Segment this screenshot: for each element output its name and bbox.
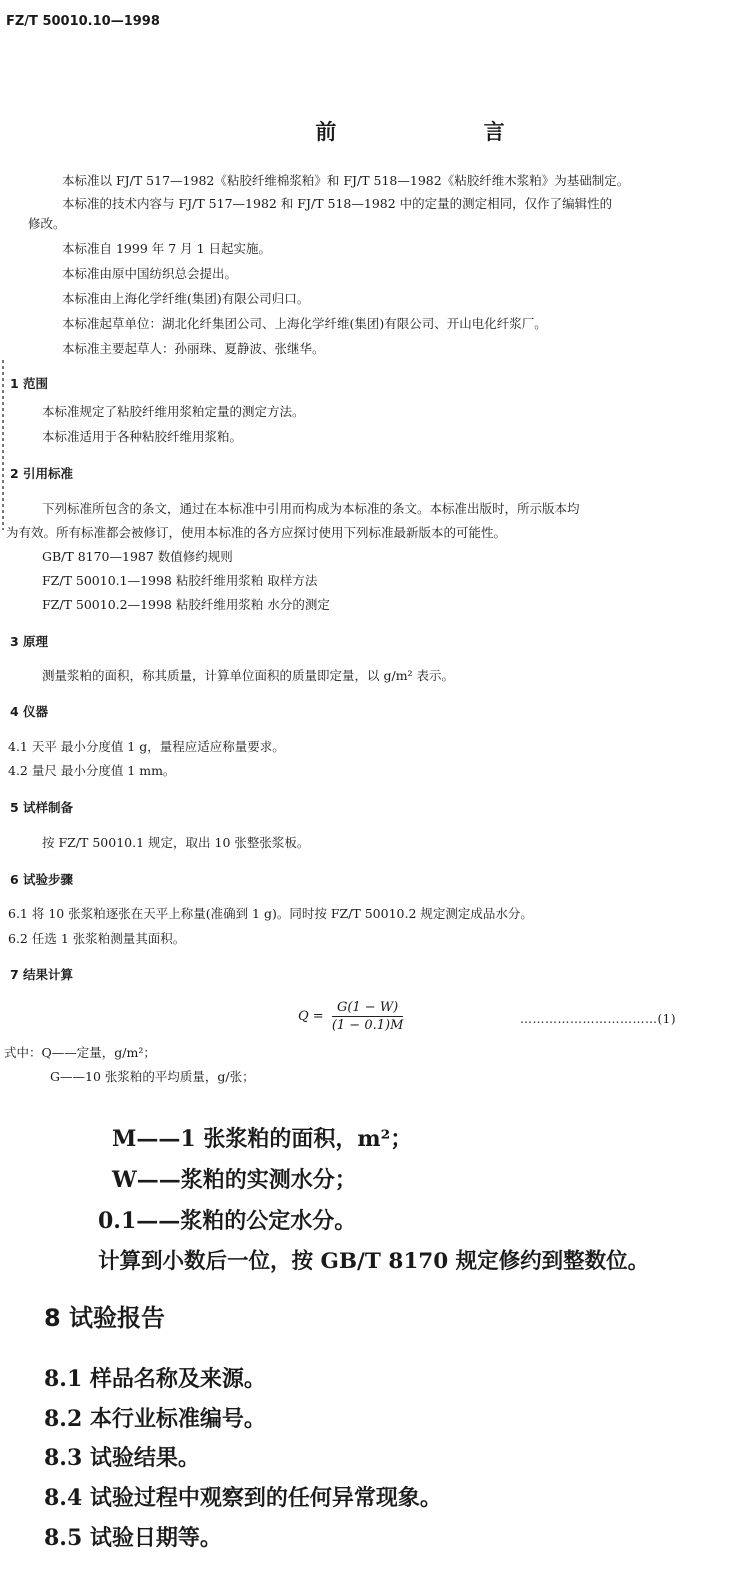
clause-line: 6.1 将 10 张浆粕逐张在天平上称量(准确到 1 g)。同时按 FZ/T 50010.2 规定测定成品水分。 <box>8 906 533 921</box>
where-line-large: M——1 张浆粕的面积，m²； <box>112 1126 413 1152</box>
where-line-large: W——浆粕的实测水分； <box>112 1167 357 1193</box>
page-title: 前 言 <box>315 119 575 144</box>
reference-line: FZ/T 50010.2—1998 粘胶纤维用浆粕 水分的测定 <box>42 597 330 612</box>
report-item: 8.3 试验结果。 <box>44 1445 200 1471</box>
section-heading: 6 试验步骤 <box>10 872 74 887</box>
binding-margin-mark <box>2 360 4 530</box>
section-heading: 4 仪器 <box>10 704 49 719</box>
formula-numerator: G(1 − W) <box>332 1000 404 1017</box>
foreword-line: 修改。 <box>28 216 66 231</box>
report-item: 8.2 本行业标准编号。 <box>44 1406 266 1432</box>
section-heading: 3 原理 <box>10 634 49 649</box>
formula-lhs: Q = <box>298 1009 324 1024</box>
where-line: G——10 张浆粕的平均质量，g/张； <box>50 1069 255 1084</box>
section-heading: 8 试验报告 <box>44 1304 166 1332</box>
foreword-line: 本标准起草单位：湖北化纤集团公司、上海化学纤维(集团)有限公司、开山电化纤浆厂。 <box>62 316 547 331</box>
formula-number: ……………………………(1) <box>520 1012 676 1026</box>
where-line: 式中：Q——定量，g/m²； <box>4 1045 156 1060</box>
report-item: 8.5 试验日期等。 <box>44 1525 222 1551</box>
foreword-line: 本标准的技术内容与 FJ/T 517—1982 和 FJ/T 518—1982 中的定量的测定相同，仅作了编辑性的 <box>62 196 613 211</box>
paragraph-line: 下列标准所包含的条文，通过在本标准中引用而构成为本标准的条文。本标准出版时，所示版本均 <box>42 501 580 516</box>
clause-line: 4.1 天平 最小分度值 1 g，量程应适应称量要求。 <box>8 739 285 754</box>
paragraph-line: 为有效。所有标准都会被修订，使用本标准的各方应探讨使用下列标准最新版本的可能性。 <box>6 525 507 540</box>
reference-line: GB/T 8170—1987 数值修约规则 <box>42 549 233 564</box>
paragraph-line: 本标准适用于各种粘胶纤维用浆粕。 <box>42 429 243 444</box>
section-heading: 7 结果计算 <box>10 967 74 982</box>
formula <box>298 1000 403 1033</box>
section-heading: 5 试样制备 <box>10 800 74 815</box>
where-line-large: 0.1——浆粕的公定水分。 <box>98 1208 357 1234</box>
standard-code: FZ/T 50010.10—1998 <box>6 14 160 29</box>
formula-fraction <box>332 1000 404 1033</box>
foreword-line: 本标准自 1999 年 7 月 1 日起实施。 <box>62 241 272 256</box>
foreword-line: 本标准由原中国纺织总会提出。 <box>62 266 238 281</box>
paragraph-line: 本标准规定了粘胶纤维用浆粕定量的测定方法。 <box>42 404 305 419</box>
clause-line: 6.2 任选 1 张浆粕测量其面积。 <box>8 931 186 946</box>
reference-line: FZ/T 50010.1—1998 粘胶纤维用浆粕 取样方法 <box>42 573 318 588</box>
section-heading: 1 范围 <box>10 376 49 391</box>
foreword-line: 本标准主要起草人：孙丽珠、夏静波、张继华。 <box>62 341 325 356</box>
report-item: 8.1 样品名称及来源。 <box>44 1366 266 1392</box>
rounding-note: 计算到小数后一位，按 GB/T 8170 规定修约到整数位。 <box>98 1249 650 1274</box>
formula-denominator: (1 − 0.1)M <box>331 1018 404 1033</box>
section-heading: 2 引用标准 <box>10 466 74 481</box>
foreword-line: 本标准以 FJ/T 517—1982《粘胶纤维棉浆粕》和 FJ/T 518—1982《粘胶纤维木浆粕》为基础制定。 <box>62 173 630 188</box>
foreword-line: 本标准由上海化学纤维(集团)有限公司归口。 <box>62 291 310 306</box>
clause-line: 4.2 量尺 最小分度值 1 mm。 <box>8 763 176 778</box>
report-item: 8.4 试验过程中观察到的任何异常现象。 <box>44 1485 442 1511</box>
paragraph-line: 测量浆粕的面积，称其质量，计算单位面积的质量即定量，以 g/m² 表示。 <box>42 668 455 683</box>
paragraph-line: 按 FZ/T 50010.1 规定，取出 10 张整张浆板。 <box>42 835 310 850</box>
